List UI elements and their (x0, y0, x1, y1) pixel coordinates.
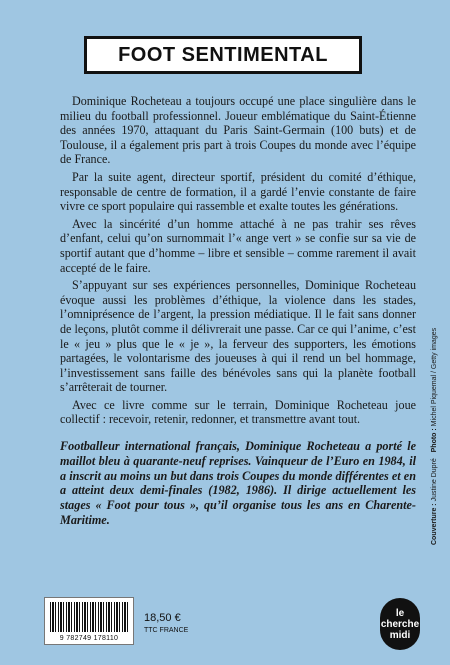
barcode-number: 9 782749 178110 (59, 635, 119, 642)
logo-word: le (395, 607, 405, 619)
barcode (44, 597, 134, 645)
book-title: FOOT SENTIMENTAL (118, 43, 328, 66)
logo-word: midi (389, 629, 411, 641)
paragraph: Avec la sincérité d’un homme attaché à ne pas trahir ses rêves d’enfant, celui qu’on surnommait l’« ange vert » se confie sur sa vie de sportif autant que d’homme – libre et sensible – comme rarement il avait accepté de le faire. (60, 216, 416, 275)
paragraph: Par la suite agent, directeur sportif, président du comité d’éthique, responsable de centre de formation, il a gardé l’envie constante de faire vivre ce sport populaire qui rassemble et exalte toutes les générations. (60, 169, 416, 214)
barcode-bars (50, 602, 128, 632)
logo-word: cherche (380, 618, 420, 630)
paragraph: Dominique Rocheteau a toujours occupé une place singulière dans le milieu du football professionnel. Joueur emblématique du Saint-Étienne des années 1970, attaquant du Paris Saint-Germain (100 buts) et de Toulouse, il a également pris part à trois Coupes du monde avec l’équipe de France. (60, 94, 416, 167)
publisher-logo (380, 598, 420, 650)
price-note: TTC FRANCE (144, 627, 189, 634)
credits (431, 328, 438, 545)
paragraph: S’appuyant sur ses expériences personnelles, Dominique Rocheteau évoque aussi les problèmes d’éthique, la violence dans les stades, l’omniprésence de l’argent, la pression médiatique. Il le fait sans donner de leçons, plutôt comme il délivrerait une passe. Car ce qui l’anime, c’est le « jeu » plus que le « je », la ferveur des supporters, les émotions partagées, le volontarisme des joueuses à qui il rend un bel hommage, l’investissement sans faille des bénévoles sans qui la planète football s’arrêterait de tourner. (60, 278, 416, 395)
cover-credit-name: Justine Dupré (431, 458, 438, 502)
photo-credit-name: Michel Piquemal / Getty images (431, 327, 438, 427)
cover-credit-label: Couverture : (431, 503, 438, 545)
price: 18,50 € (144, 612, 181, 624)
author-bio: Footballeur international français, Dominique Rocheteau a porté le maillot bleu à quarante-neuf reprises. Vainqueur de l’Euro en 1984, il a inscrit au moins un but dans trois Coupes du monde différentes et en a atteint deux demi-finales (1982, 1986). Il dirige actuellement les stages « Foot pour tous », qu’il organise tous les ans en Charente-Maritime. (60, 439, 416, 528)
photo-credit-label: Photo : (431, 428, 438, 453)
back-cover-text (60, 94, 416, 531)
title-box (84, 36, 362, 74)
paragraph: Avec ce livre comme sur le terrain, Dominique Rocheteau joue collectif : recevoir, retenir, redonner, et transmettre avant tout. (60, 397, 416, 427)
